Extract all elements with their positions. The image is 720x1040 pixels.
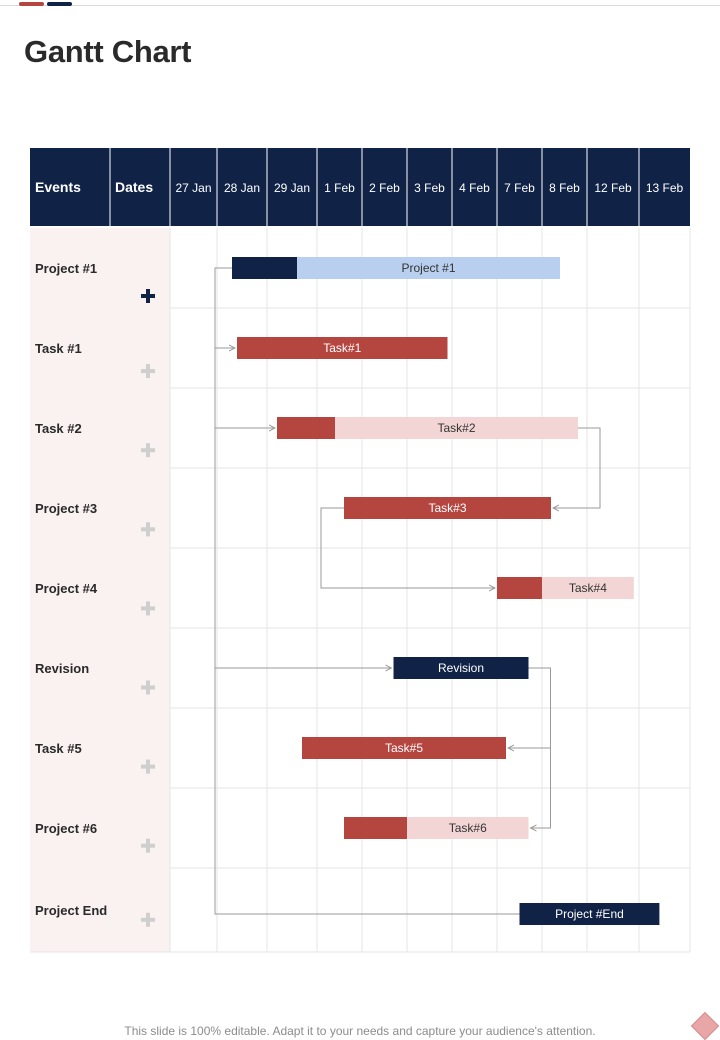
event-label-row-1: Project #1 [35,261,98,276]
date-header-1: 27 Jan [175,181,212,195]
gantt-bar-label-4: Task#3 [428,501,467,515]
event-label-row-4: Project #3 [35,501,98,516]
gantt-bar-progress-3 [277,417,335,439]
event-label-row-6: Revision [35,661,90,676]
event-label-row-5: Project #4 [35,581,98,596]
gantt-bar-label-9: Project #End [555,907,624,921]
event-label-row-2: Task #1 [35,341,82,356]
event-label-row-7: Task #5 [35,741,82,756]
gantt-bar-label-1: Project #1 [401,261,456,275]
date-header-5: 2 Feb [369,181,400,195]
date-header-8: 7 Feb [504,181,535,195]
gantt-bar-progress-1 [232,257,297,279]
event-label-row-8: Project #6 [35,821,98,836]
date-header-4: 1 Feb [324,181,355,195]
gantt-bar-label-3: Task#2 [437,421,476,435]
event-label-row-3: Task #2 [35,421,82,436]
date-header-10: 12 Feb [594,181,632,195]
gantt-bar-label-2: Task#1 [323,341,362,355]
dates-column-header: Dates [115,179,154,195]
gantt-bar-label-7: Task#5 [384,741,424,755]
gantt-bar-progress-5 [497,577,542,599]
date-header-6: 3 Feb [414,181,445,195]
events-column-header: Events [35,179,81,195]
date-header-9: 8 Feb [549,181,580,195]
date-header-2: 28 Jan [223,181,261,195]
gantt-bar-label-5: Task#4 [568,581,607,595]
page-title: Gantt Chart [24,34,192,69]
footer-note: This slide is 100% editable. Adapt it to your needs and capture your audience's attention. [124,1024,596,1038]
event-label-row-9: Project End [35,903,108,918]
gantt-bar-label-8: Task#6 [448,821,487,835]
date-header-7: 4 Feb [459,181,490,195]
date-header-3: 29 Jan [273,181,311,195]
gantt-bar-progress-8 [344,817,407,839]
date-header-11: 13 Feb [645,181,684,195]
gantt-bar-label-6: Revision [437,661,485,675]
